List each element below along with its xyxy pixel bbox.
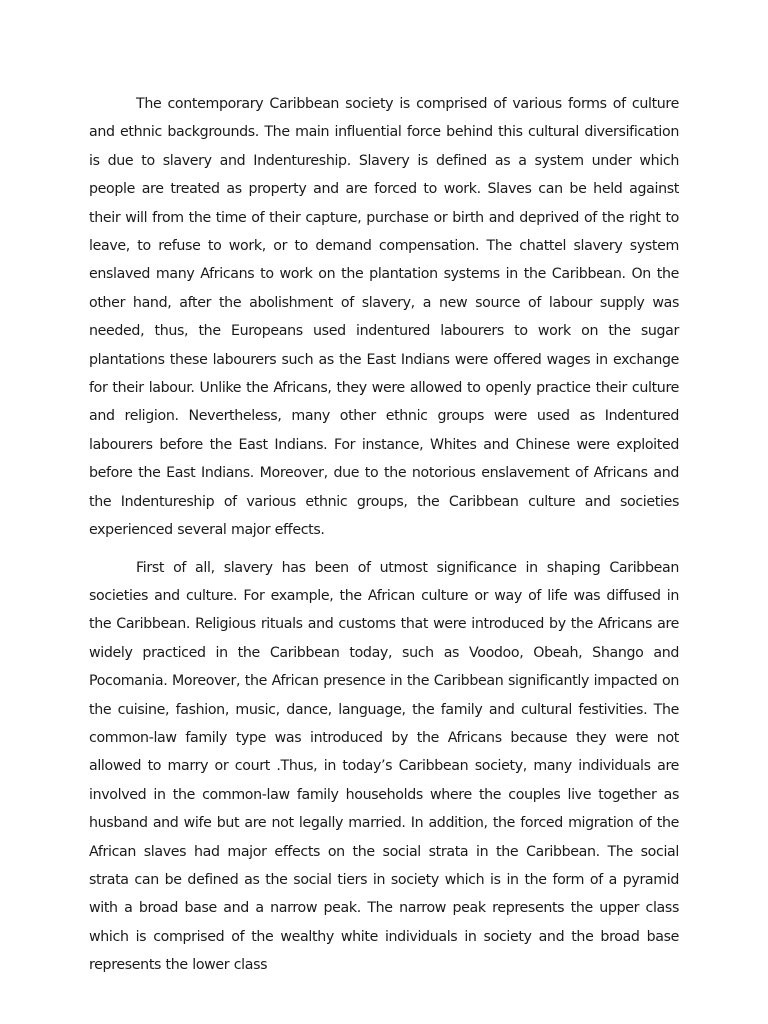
paragraph-intro: The contemporary Caribbean society is comprised of various forms of culture and ethnic backgrounds. The main influential force behind this cultural diversification is due to slavery and Indentureship. Slavery is defined as a system under which people are treated as property and are forced to work. Slaves can be held against their will from the time of their capture, purchase or birth and deprived of the right to leave, to refuse to work, or to demand compensation. The chattel slavery system enslaved many Africans to work on the plantation systems in the Caribbean. On the other hand, after the abolishment of slavery, a new source of labour supply was needed, thus, the Europeans used indentured labourers to work on the sugar plantations these labourers such as the East Indians were offered wages in exchange for their labour. Unlike the Africans, they were allowed to openly practice their culture and religion. Nevertheless, many other ethnic groups were used as Indentured labourers before the East Indians. For instance, Whites and Chinese were exploited before the East Indians. Moreover, due to the notorious enslavement of Africans and the Indentureship of various ethnic groups, the Caribbean culture and societies experienced several major effects.: [89, 96, 679, 539]
document-body: [89, 90, 679, 980]
paragraph-slavery-effects: First of all, slavery has been of utmost significance in shaping Caribbean societies and culture. For example, the African culture or way of life was diffused in the Caribbean. Religious rituals and customs that were introduced by the Africans are widely practiced in the Caribbean today, such as Voodoo, Obeah, Shango and Pocomania. Moreover, the African presence in the Caribbean significantly impacted on the cuisine, fashion, music, dance, language, the family and cultural festivities. The common-law family type was introduced by the Africans because they were not allowed to marry or court .Thus, in today’s Caribbean society, many individuals are involved in the common-law family households where the couples live together as husband and wife but are not legally married. In addition, the forced migration of the African slaves had major effects on the social strata in the Caribbean. The social strata can be defined as the social tiers in society which is in the form of a pyramid with a broad base and a narrow peak. The narrow peak represents the upper class which is comprised of the wealthy white individuals in society and the broad base represents the lower class: [89, 559, 679, 974]
